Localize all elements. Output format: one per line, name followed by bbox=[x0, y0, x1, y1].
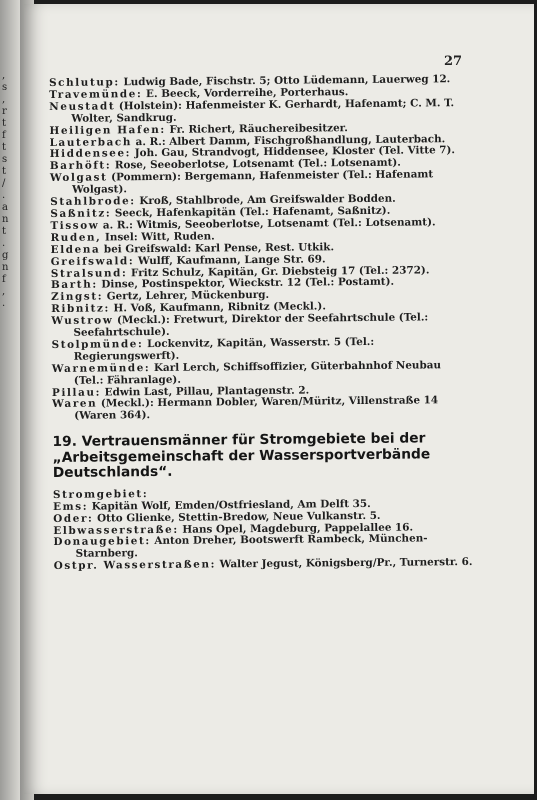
place-name: Waren bbox=[52, 398, 98, 411]
entry-text: H. Voß, Kaufmann, Ribnitz (Meckl.). bbox=[109, 300, 326, 315]
place-name: Schlutup: bbox=[48, 76, 120, 89]
list-entry bbox=[54, 557, 474, 573]
entry-text: Rose, Seeoberlotse, Lotsenamt (Tel.: Lotsenamt). bbox=[111, 156, 401, 172]
entry-text: (Pommern): Bergemann, Hafenmeister (Tel.: Hafenamt Wolgast). bbox=[72, 168, 434, 196]
facing-page-char: s bbox=[2, 154, 8, 165]
facing-page-char: r bbox=[2, 106, 7, 117]
entry-text: bei Greifswald: Karl Pense, Rest. Utkik. bbox=[100, 240, 335, 256]
place-name: Wustrow bbox=[51, 314, 114, 328]
facing-page-char: t bbox=[2, 142, 7, 153]
entry-text: Wulff, Kaufmann, Lange Str. 69. bbox=[134, 252, 326, 267]
entry-text: Edwin Last, Pillau, Plantagenstr. 2. bbox=[100, 384, 310, 399]
place-name: Warnemünde: bbox=[51, 361, 151, 375]
place-name: Neustadt bbox=[49, 100, 116, 113]
entry-text: Anton Dreher, Bootswerft Rambeck, München-Starnberg. bbox=[75, 532, 428, 561]
place-name: Heiligen Hafen: bbox=[49, 123, 166, 137]
facing-page-char: , bbox=[2, 286, 6, 297]
place-name: Greifswald: bbox=[50, 254, 135, 268]
facing-page-char: / bbox=[2, 178, 6, 189]
place-name: Travemünde: bbox=[49, 88, 143, 101]
entry-text: Ludwig Bade, Fischstr. 5; Otto Lüdemann, Lauerweg 12. bbox=[119, 73, 451, 89]
facing-page-char: , bbox=[2, 70, 6, 81]
facing-page-char: a bbox=[2, 202, 8, 213]
entry-text: Gertz, Lehrer, Mückenburg. bbox=[103, 289, 270, 303]
place-name: Barth: bbox=[50, 278, 98, 292]
entry-text: Kapitän Wolf, Emden/Ostfriesland, Am Delft 35. bbox=[88, 497, 371, 513]
place-name: Oder: bbox=[53, 512, 94, 525]
place-name: Elbwasserstraße: bbox=[53, 523, 179, 537]
place-name: Barhöft: bbox=[49, 159, 112, 173]
facing-page-char: g bbox=[2, 250, 9, 261]
entry-text: Karl Lerch, Schiffsoffizier, Güterbahnhof Neubau (Tel.: Fähranlage). bbox=[73, 359, 442, 387]
facing-page-char: t bbox=[2, 166, 7, 177]
entry-text: Kroß, Stahlbrode, Am Greifswalder Bodden. bbox=[135, 192, 396, 208]
facing-page-char: s bbox=[2, 82, 8, 93]
entry-text: (Meckl.): Hermann Dobler, Waren/Müritz, Villenstraße 14 (Waren 364). bbox=[74, 394, 439, 423]
facing-page-char: . bbox=[2, 238, 6, 249]
place-name: Hiddensee: bbox=[49, 147, 132, 161]
page-number: 27 bbox=[444, 54, 463, 69]
entry-text: (Meckl.): Fretwurt, Direktor der Seefahrtschule (Tel.: Seefahrtschule). bbox=[73, 311, 429, 339]
entry-text: Lockenvitz, Kapitän, Wasserstr. 5 (Tel.: Regierungswerft). bbox=[73, 335, 375, 363]
entry-text: Seeck, Hafenkapitän (Tel.: Hafenamt, Saßnitz). bbox=[111, 204, 391, 220]
place-name: Lauterbach bbox=[49, 135, 133, 149]
facing-page-char: . bbox=[2, 298, 6, 309]
entry-text: a. R.: Witmis, Seeoberlotse, Lotsenamt (Tel.: Lotsenamt). bbox=[99, 216, 436, 232]
section-heading: 19. Vertrauensmänner für Stromgebiete bei der „Arbeitsgemeinschaft der Wassersportverbände Deutschlands“. bbox=[52, 430, 431, 482]
river-contact-list bbox=[53, 498, 474, 573]
place-name: Ostpr. Wasserstraßen: bbox=[53, 558, 217, 573]
facing-page-edge bbox=[0, 0, 20, 800]
entry-text: Insel: Witt, Ruden. bbox=[101, 230, 215, 244]
place-name: Ruden, bbox=[50, 231, 102, 244]
entry-text: a. R.: Albert Damm, Fischgroßhandlung, Lauterbach. bbox=[131, 132, 446, 148]
facing-page-char: f bbox=[2, 130, 6, 141]
facing-page-char: f bbox=[2, 274, 6, 285]
place-name: Stralsund: bbox=[50, 266, 128, 280]
facing-page-char: n bbox=[2, 262, 9, 273]
place-name: Pillau: bbox=[51, 386, 102, 399]
place-name: Donaugebiet: bbox=[53, 535, 151, 549]
place-name: Ribnitz: bbox=[51, 302, 110, 316]
entry-text: (Holstein): Hafenmeister K. Gerhardt, Hafenamt; C. M. T. Wolter, Sandkrug. bbox=[71, 96, 455, 125]
place-name: Eldena bbox=[50, 243, 101, 256]
place-name: Wolgast bbox=[49, 171, 108, 185]
facing-page-char: n bbox=[2, 214, 9, 225]
book-page bbox=[24, 4, 534, 794]
facing-page-char: t bbox=[2, 118, 7, 129]
place-name: Stolpmünde: bbox=[51, 338, 144, 351]
section-subheading: Stromgebiet: bbox=[52, 487, 149, 501]
facing-page-char: t bbox=[2, 226, 7, 237]
page-content bbox=[49, 74, 474, 573]
place-name: Stahlbrode: bbox=[50, 195, 136, 209]
entry-text: Hans Opel, Magdeburg, Pappelallee 16. bbox=[178, 521, 414, 536]
place-name: Zingst: bbox=[51, 290, 104, 304]
contact-list bbox=[49, 74, 472, 423]
entry-text: Dinse, Postinspektor, Wieckstr. 12 (Tel.: Postamt). bbox=[97, 276, 395, 291]
list-entry bbox=[52, 395, 472, 423]
entry-text: Fritz Schulz, Kapitän, Gr. Diebsteig 17 (Tel.: 2372). bbox=[127, 263, 430, 279]
place-name: Saßnitz: bbox=[50, 207, 112, 220]
entry-text: E. Beeck, Vorderreihe, Porterhaus. bbox=[142, 86, 349, 101]
entry-text: Walter Jegust, Königsberg/Pr., Turnerstr. 6. bbox=[215, 556, 473, 571]
place-name: Ems: bbox=[53, 500, 89, 513]
place-name: Tissow bbox=[50, 219, 100, 232]
facing-page-char: . bbox=[2, 190, 6, 201]
entry-text: Fr. Richert, Räuchereibesitzer. bbox=[165, 121, 348, 136]
facing-page-char: , bbox=[2, 94, 6, 105]
entry-text: Otto Glienke, Stettin-Bredow, Neue Vulkanstr. 5. bbox=[93, 509, 381, 525]
entry-text: Joh. Gau, Strandvogt, Hiddensee, Kloster (Tel. Vitte 7). bbox=[131, 144, 456, 160]
